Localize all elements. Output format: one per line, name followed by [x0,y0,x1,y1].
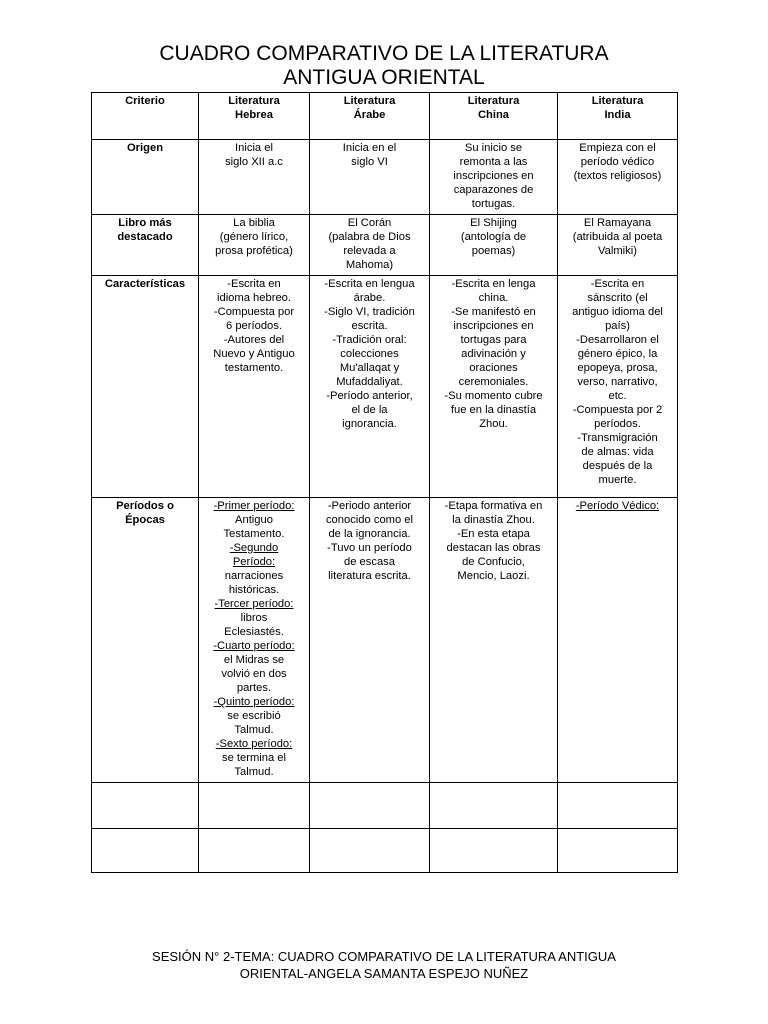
empty-cell [558,829,678,873]
cell-periodos-china: -Etapa formativa en la dinastía Zhou. -En esta etapa destacan las obras de Confucio, Mencio, Laozi. [430,498,558,783]
period-3-text: libros Eclesiastés. [224,612,284,638]
cell-periodos-arabe: -Periodo anterior conocido como el de la ignorancia. -Tuvo un período de escasa literatura escrita. [310,498,430,783]
period-6-text: se termina el Talmud. [221,752,287,778]
title-line-2: ANTIGUA ORIENTAL [283,66,485,89]
empty-cell [430,783,558,829]
header-row [92,93,678,140]
cell-periodos-india [558,498,678,783]
footer-line-2: ORIENTAL-ANGELA SAMANTA ESPEJO NUÑEZ [239,966,529,981]
empty-cell [310,783,430,829]
cell-periodos-hebrea [199,498,310,783]
empty-cell [558,783,678,829]
period-5-heading: -Quinto período: [213,696,295,708]
cell-libro-arabe: El Corán (palabra de Dios relevada a Mahoma) [310,215,430,276]
period-6-heading: -Sexto período: [215,738,293,750]
cell-origen-china: Su inicio se remonta a las inscripciones en caparazones de tortugas. [430,140,558,215]
row-caracteristicas [92,276,678,498]
row-libro [92,215,678,276]
empty-cell [430,829,558,873]
cell-origen-arabe: Inicia en el siglo VI [310,140,430,215]
empty-cell [199,783,310,829]
cell-libro-china: El Shijing (antología de poemas) [430,215,558,276]
period-vedico-heading: -Período Védico: [575,500,660,512]
cell-origen-india: Empieza con el período védico (textos religiosos) [558,140,678,215]
label-caracteristicas: Características [92,276,199,498]
document-title [0,42,768,90]
header-india: Literatura India [558,93,678,140]
footer [0,948,768,982]
empty-cell [92,783,199,829]
cell-caracteristicas-hebrea: -Escrita en idioma hebreo. -Compuesta por 6 períodos. -Autores del Nuevo y Antiguo testamento. [199,276,310,498]
cell-libro-india: El Ramayana (atribuida al poeta Valmiki) [558,215,678,276]
cell-caracteristicas-india: -Escrita en sánscrito (el antiguo idioma del país) -Desarrollaron el género épico, la epopeya, prosa, verso, narrativo, etc. -Compuesta por 2 períodos. -Transmigración de almas: vida después de la muerte. [558,276,678,498]
label-origen: Origen [92,140,199,215]
empty-row-1 [92,783,678,829]
comparison-table [91,92,678,873]
period-3-heading: -Tercer período: [214,598,294,610]
row-periodos [92,498,678,783]
cell-origen-hebrea: Inicia el siglo XII a.c [199,140,310,215]
empty-row-2 [92,829,678,873]
cell-libro-hebrea: La biblia (género lírico, prosa profética) [199,215,310,276]
period-2-text: narraciones históricas. [224,570,284,596]
header-arabe: Literatura Árabe [310,93,430,140]
period-1-heading: -Primer período: [213,500,295,512]
title-line-1: CUADRO COMPARATIVO DE LA LITERATURA [159,42,609,65]
period-2-heading: -Segundo Período: [229,542,279,568]
label-libro: Libro más destacado [92,215,199,276]
period-1-text: Antiguo Testamento. [223,514,285,540]
empty-cell [199,829,310,873]
footer-line-1: SESIÓN N° 2-TEMA: CUADRO COMPARATIVO DE LA LITERATURA ANTIGUA [152,949,616,964]
label-periodos: Períodos o Épocas [92,498,199,783]
header-china: Literatura China [430,93,558,140]
empty-cell [310,829,430,873]
header-criterio: Criterio [92,93,199,140]
cell-caracteristicas-arabe: -Escrita en lengua árabe. -Siglo VI, tradición escrita. -Tradición oral: colecciones Mu'allaqat y Mufaddaliyat. -Período anterior, el de la ignorancia. [310,276,430,498]
period-4-text: el Midras se volvió en dos partes. [221,654,287,694]
row-origen [92,140,678,215]
header-hebrea: Literatura Hebrea [199,93,310,140]
period-5-text: se escribió Talmud. [227,710,281,736]
cell-caracteristicas-china: -Escrita en lenga china. -Se manifestó en inscripciones en tortugas para adivinación y oraciones ceremoniales. -Su momento cubre fue en la dinastía Zhou. [430,276,558,498]
empty-cell [92,829,199,873]
period-4-heading: -Cuarto período: [213,640,295,652]
